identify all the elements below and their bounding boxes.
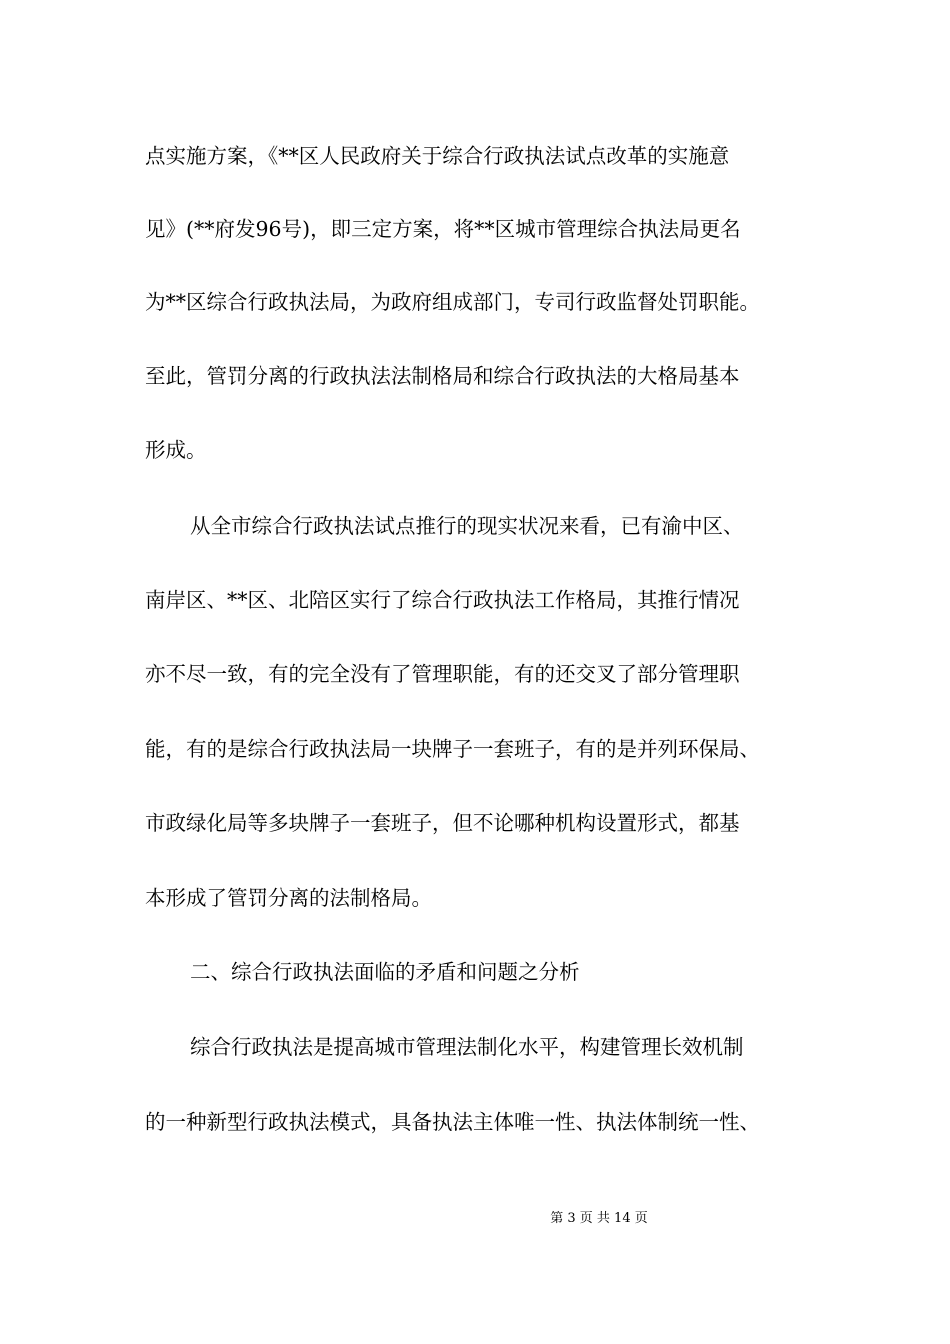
- page-number-footer: 第 3 页 共 14 页: [550, 1211, 648, 1226]
- text-line: 市政绿化局等多块牌子一套班子，但不论哪种机构设置形式，都基: [145, 811, 740, 835]
- text-line: 点实施方案，《**区人民政府关于综合行政执法试点改革的实施意: [145, 144, 730, 168]
- text-line: 见》(**府发96号)，即三定方案，将**区城市管理综合执法局更名: [145, 217, 741, 241]
- text-line: 南岸区、**区、北陪区实行了综合行政执法工作格局，其推行情况: [145, 588, 740, 612]
- text-line: 本形成了管罚分离的法制格局。: [145, 886, 432, 910]
- text-line: 亦不尽一致，有的完全没有了管理职能，有的还交叉了部分管理职: [145, 662, 740, 686]
- text-line: 从全市综合行政执法试点推行的现实状况来看，已有渝中区、: [190, 514, 744, 538]
- text-line: 为**区综合行政执法局，为政府组成部门，专司行政监督处罚职能。: [145, 290, 760, 314]
- text-line: 的一种新型行政执法模式，具备执法主体唯一性、执法体制统一性、: [145, 1110, 760, 1134]
- section-heading: 二、综合行政执法面临的矛盾和问题之分析: [190, 960, 580, 984]
- text-line: 综合行政执法是提高城市管理法制化水平，构建管理长效机制: [190, 1035, 744, 1059]
- text-line: 形成。: [145, 438, 207, 462]
- text-line: 至此，管罚分离的行政执法法制格局和综合行政执法的大格局基本: [145, 364, 740, 388]
- text-line: 能，有的是综合行政执法局一块牌子一套班子，有的是并列环保局、: [145, 737, 760, 761]
